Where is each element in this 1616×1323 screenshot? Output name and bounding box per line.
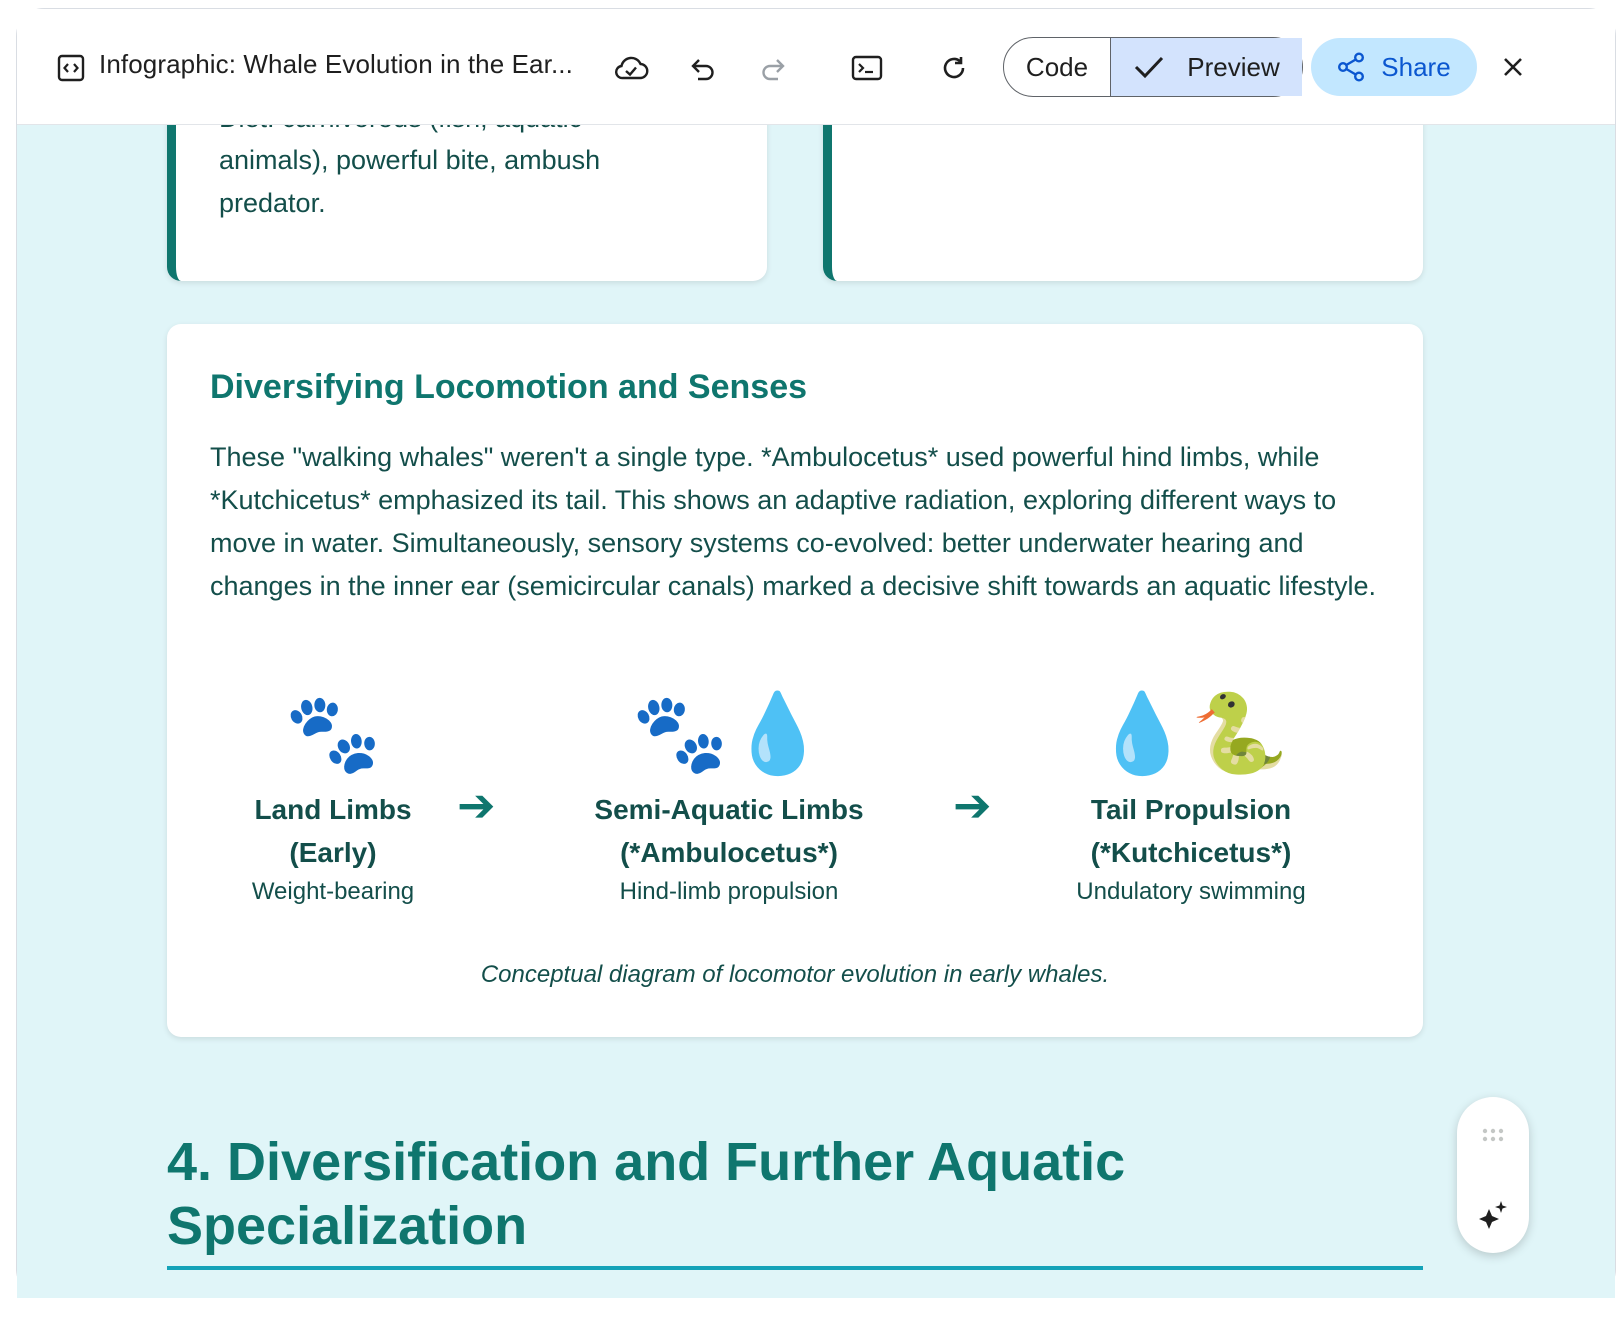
undo-icon[interactable]	[689, 55, 717, 83]
code-embed-icon[interactable]	[57, 54, 85, 82]
droplet-snake-icon: 💧🐍	[1093, 689, 1289, 777]
trait-card-text: animals), powerful bite, ambush predator.	[219, 145, 601, 218]
arrow-icon: ➔	[953, 779, 992, 831]
document-title[interactable]: Infographic: Whale Evolution in the Ear...	[99, 49, 573, 79]
redo-icon[interactable]	[759, 55, 787, 83]
stage-subtitle: Weight-bearing	[251, 878, 415, 905]
section-heading: 4. Diversification and Further Aquatic Specialization	[167, 1132, 1126, 1256]
stage-title: Land Limbs (Early)	[254, 794, 412, 868]
cloud-save-icon[interactable]	[613, 53, 649, 83]
preview-tab[interactable]	[1111, 38, 1302, 96]
stage-subtitle: Hind-limb propulsion	[619, 878, 839, 905]
close-icon[interactable]	[1501, 55, 1525, 79]
view-toggle	[1003, 37, 1303, 97]
share-label: Share	[1381, 51, 1451, 82]
stage-land-limbs	[183, 688, 483, 910]
code-tab[interactable]	[1004, 38, 1111, 96]
floating-tools	[1457, 1097, 1529, 1253]
share-icon	[1337, 52, 1365, 82]
stage-title: Semi-Aquatic Limbs (*Ambulocetus*)	[594, 794, 864, 868]
stage-subtitle: Undulatory swimming	[1076, 878, 1306, 905]
card-heading: Diversifying Locomotion and Senses	[210, 368, 808, 406]
section-divider	[167, 1266, 1423, 1270]
console-icon[interactable]	[851, 54, 883, 82]
diagram-caption: Conceptual diagram of locomotor evolution in early whales.	[480, 961, 1110, 988]
share-button[interactable]	[1311, 38, 1477, 96]
preview-tab-label: Preview	[1187, 51, 1280, 82]
stage-tail-propulsion	[1041, 688, 1341, 910]
paw-prints-icon: 🐾	[284, 689, 382, 777]
preview-content[interactable]	[17, 125, 1615, 1298]
sparkle-icon[interactable]	[1477, 1199, 1509, 1231]
stage-semi-aquatic	[579, 688, 879, 910]
drag-handle-icon[interactable]	[1481, 1127, 1505, 1143]
toolbar	[17, 9, 1615, 125]
code-tab-label: Code	[1025, 51, 1089, 82]
stage-title: Tail Propulsion (*Kutchicetus*)	[1090, 794, 1292, 868]
refresh-icon[interactable]	[939, 53, 969, 83]
locomotion-card	[167, 324, 1423, 1037]
card-paragraph: These "walking whales" weren't a single type. *Ambulocetus* used powerful hind limbs, while *Kutchicetus* emphasized its tail. This shows an adaptive radiation, exploring different ways to move in water. Simultaneously, sensory systems co-evolved: better underwater hearing and changes in the inner ear (semicircular canals) marked a decisive shift towards an aquatic lifestyle.	[210, 442, 1377, 601]
checkmark-icon	[1133, 54, 1165, 80]
canvas-window	[16, 8, 1616, 1297]
arrow-icon: ➔	[457, 779, 496, 831]
paw-prints-droplet-icon: 🐾💧	[631, 689, 827, 777]
